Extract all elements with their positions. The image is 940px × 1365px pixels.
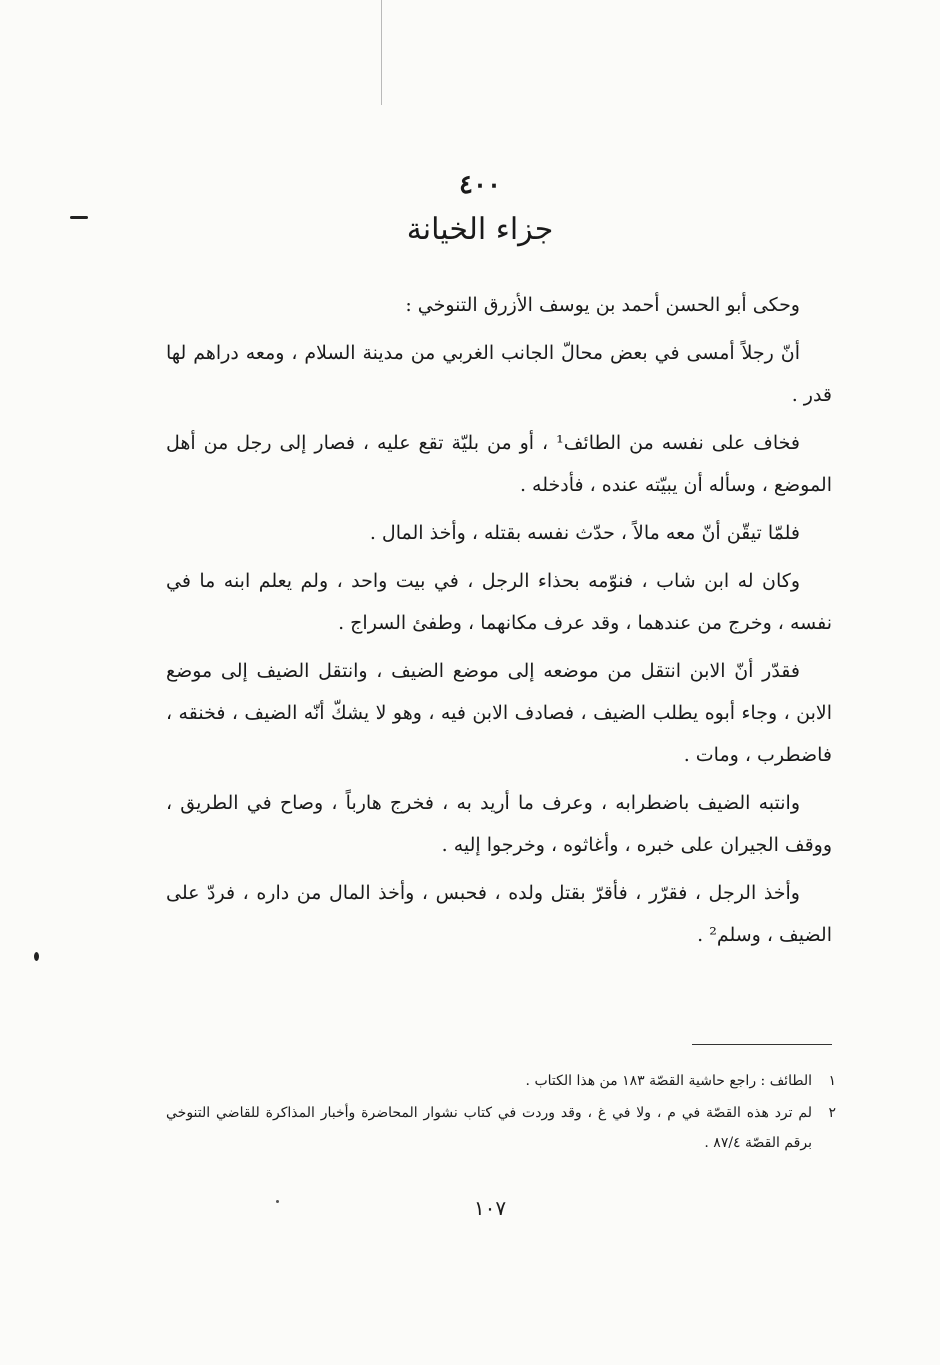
paragraph: فلمّا تيقّن أنّ معه مالاً ، حدّث نفسه بقتله ، وأخذ المال . <box>369 522 800 544</box>
footnote <box>166 1066 836 1096</box>
footnote-divider <box>692 1044 832 1045</box>
paragraph: وحكى أبو الحسن أحمد بن يوسف الأزرق التنوخي : <box>405 294 800 316</box>
story-body <box>166 284 832 962</box>
scan-artifact-line <box>381 0 382 105</box>
scan-speck <box>34 952 39 961</box>
paragraph: وكان له ابن شاب ، فنوّمه بحذاء الرجل ، في بيت واحد ، ولم يعلم ابنه ما في نفسه ، وخرج من عندهما ، وقد عرف مكانهما ، وطفئ السراج . <box>166 570 832 634</box>
footnote <box>166 1098 836 1158</box>
footnote-text: الطائف : راجع حاشية القصّة ١٨٣ من هذا الكتاب . <box>525 1073 812 1089</box>
paragraph: وأخذ الرجل ، فقرّر ، فأقرّ بقتل ولده ، فحبس ، وأخذ المال من داره ، فردّ على الضيف ، وسلم² . <box>166 882 832 946</box>
footnotes <box>166 1066 836 1160</box>
paragraph: وانتبه الضيف باضطرابه ، وعرف ما أريد به ، فخرج هارباً ، وصاح في الطريق ، ووقف الجيران على خبره ، وأغاثوه ، وخرجوا إليه . <box>166 792 832 856</box>
paragraph: أنّ رجلاً أمسى في بعض محالّ الجانب الغربي من مدينة السلام ، ومعه دراهم لها قدر . <box>166 342 832 406</box>
footnote-text: لم ترد هذه القصّة في م ، ولا في غ ، وقد وردت في كتاب نشوار المحاضرة وأخبار المذاكرة للقاضي التنوخي برقم القصّة ٨٧/٤ . <box>166 1105 812 1151</box>
paragraph: فخاف على نفسه من الطائف¹ ، أو من بليّة تقع عليه ، فصار إلى رجل من أهل الموضع ، وسأله أن يبيّته عنده ، فأدخله . <box>166 432 832 496</box>
page-number: ١٠٧ <box>473 1196 507 1220</box>
footnote-number: ٢ <box>828 1105 836 1121</box>
footnote-number: ١ <box>828 1073 836 1089</box>
story-number: ٤٠٠ <box>459 170 501 200</box>
story-title: جزاء الخيانة <box>406 212 554 247</box>
paragraph: فقدّر أنّ الابن انتقل من موضعه إلى موضع الضيف ، وانتقل الضيف إلى موضع الابن ، وجاء أبوه يطلب الضيف ، فصادف الابن فيه ، وهو لا يشكّ أنّه الضيف ، فخنقه ، فاضطرب ، ومات . <box>166 660 832 766</box>
